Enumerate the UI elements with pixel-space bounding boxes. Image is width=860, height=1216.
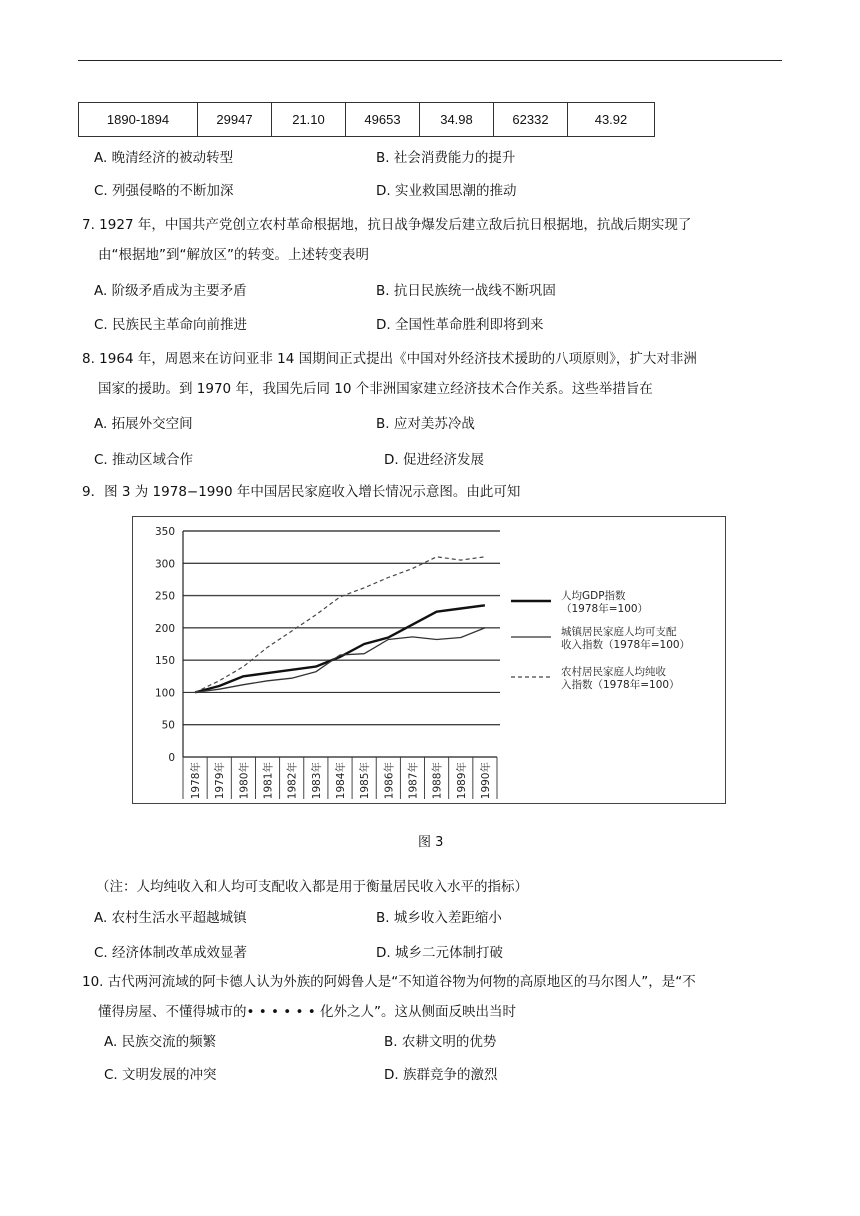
q7-option-a[interactable]: A. 阶级矛盾成为主要矛盾 xyxy=(94,283,247,299)
legend-label-1: 人均GDP指数 xyxy=(561,590,626,602)
x-tick-label: 1978年 xyxy=(190,762,203,800)
table-cell: 34.98 xyxy=(420,103,494,137)
y-tick-label: 200 xyxy=(154,622,175,635)
q10-option-c[interactable]: C. 文明发展的冲突 xyxy=(104,1067,217,1083)
q6-option-d[interactable]: D. 实业救国思潮的推动 xyxy=(376,183,517,199)
q7-stem-line2: 由“根据地”到“解放区”的转变。上述转变表明 xyxy=(98,247,369,263)
x-tick-label: 1984年 xyxy=(335,762,347,800)
x-tick-label: 1983年 xyxy=(310,762,323,800)
figure-3-chart-frame xyxy=(132,516,726,804)
top-rule xyxy=(78,60,782,61)
legend-label-3: 入指数（1978年=100） xyxy=(561,679,680,691)
y-tick-label: 100 xyxy=(154,687,175,700)
y-tick-label: 150 xyxy=(154,655,175,668)
series-line-3 xyxy=(195,557,485,693)
q8-stem-line1: 8. 1964 年，周恩来在访问亚非 14 国期间正式提出《中国对外经济技术援助的八项原则》，扩大对非洲 xyxy=(82,351,697,367)
y-tick-label: 300 xyxy=(154,558,175,571)
q9-option-c[interactable]: C. 经济体制改革成效显著 xyxy=(94,945,248,961)
q7-option-b[interactable]: B. 抗日民族统一战线不断巩固 xyxy=(376,283,556,299)
figure-caption: 图 3 xyxy=(418,835,444,850)
q7-stem-line1: 7. 1927 年，中国共产党创立农村革命根据地，抗日战争爆发后建立敌后抗日根据地，抗战后期实现了 xyxy=(82,217,692,233)
q9-option-a[interactable]: A. 农村生活水平超越城镇 xyxy=(94,910,247,926)
q7-option-c[interactable]: C. 民族民主革命向前推进 xyxy=(94,317,248,333)
table-cell: 29947 xyxy=(198,103,272,137)
x-tick-label: 1989年 xyxy=(455,762,468,800)
y-tick-label: 0 xyxy=(168,752,175,764)
legend-label-2: 城镇居民家庭人均可支配 xyxy=(561,626,677,638)
q8-option-c[interactable]: C. 推动区域合作 xyxy=(94,452,194,468)
q10-stem-line2: 懂得房屋、不懂得城市的• • • • • • 化外之人”。这从侧面反映出当时 xyxy=(98,1004,517,1020)
x-tick-label: 1980年 xyxy=(238,762,251,800)
table-cell: 49653 xyxy=(346,103,420,137)
x-tick-label: 1987年 xyxy=(407,762,420,800)
q8-option-d[interactable]: D. 促进经济发展 xyxy=(384,452,484,468)
table-cell: 62332 xyxy=(494,103,568,137)
table-cell: 1890-1894 xyxy=(79,103,198,137)
data-table xyxy=(78,102,655,137)
x-tick-label: 1979年 xyxy=(214,762,227,800)
table-cell: 43.92 xyxy=(568,103,655,137)
line-chart xyxy=(133,517,727,805)
q10-option-a[interactable]: A. 民族交流的频繁 xyxy=(104,1034,217,1050)
legend-label-2: 收入指数（1978年=100） xyxy=(561,639,691,651)
x-tick-label: 1982年 xyxy=(286,762,299,800)
series-line-1 xyxy=(195,605,485,692)
q10-option-b[interactable]: B. 农耕文明的优势 xyxy=(384,1034,497,1050)
q6-option-b[interactable]: B. 社会消费能力的提升 xyxy=(376,150,516,166)
q8-option-b[interactable]: B. 应对美苏冷战 xyxy=(376,416,475,432)
table-cell: 21.10 xyxy=(272,103,346,137)
y-tick-label: 250 xyxy=(154,590,175,603)
q8-stem-line2: 国家的援助。到 1970 年，我国先后同 10 个非洲国家建立经济技术合作关系。这些举措旨在 xyxy=(98,381,653,397)
table-row xyxy=(79,103,655,137)
legend-label-1: （1978年=100） xyxy=(561,603,649,615)
legend-label-3: 农村居民家庭人均纯收 xyxy=(561,666,666,678)
q9-option-d[interactable]: D. 城乡二元体制打破 xyxy=(376,945,503,961)
x-tick-label: 1988年 xyxy=(431,762,444,800)
x-tick-label: 1985年 xyxy=(359,762,372,800)
y-tick-label: 350 xyxy=(154,526,175,538)
q10-option-d[interactable]: D. 族群竞争的激烈 xyxy=(384,1067,498,1083)
q7-option-d[interactable]: D. 全国性革命胜利即将到来 xyxy=(376,317,544,333)
x-tick-label: 1986年 xyxy=(383,762,396,800)
q6-option-a[interactable]: A. 晚清经济的被动转型 xyxy=(94,150,234,166)
q6-option-c[interactable]: C. 列强侵略的不断加深 xyxy=(94,183,234,199)
x-tick-label: 1981年 xyxy=(262,762,275,800)
q9-note: （注：人均纯收入和人均可支配收入都是用于衡量居民收入水平的指标） xyxy=(96,879,528,895)
x-tick-label: 1990年 xyxy=(479,762,492,800)
q9-option-b[interactable]: B. 城乡收入差距缩小 xyxy=(376,910,502,926)
q9-stem: 9．图 3 为 1978−1990 年中国居民家庭收入增长情况示意图。由此可知 xyxy=(82,484,521,500)
q8-option-a[interactable]: A. 拓展外交空间 xyxy=(94,416,193,432)
y-tick-label: 50 xyxy=(161,719,175,732)
q10-stem-line1: 10. 古代两河流域的阿卡德人认为外族的阿姆鲁人是“不知道谷物为何物的高原地区的马尔图人”，是“不 xyxy=(82,974,696,990)
